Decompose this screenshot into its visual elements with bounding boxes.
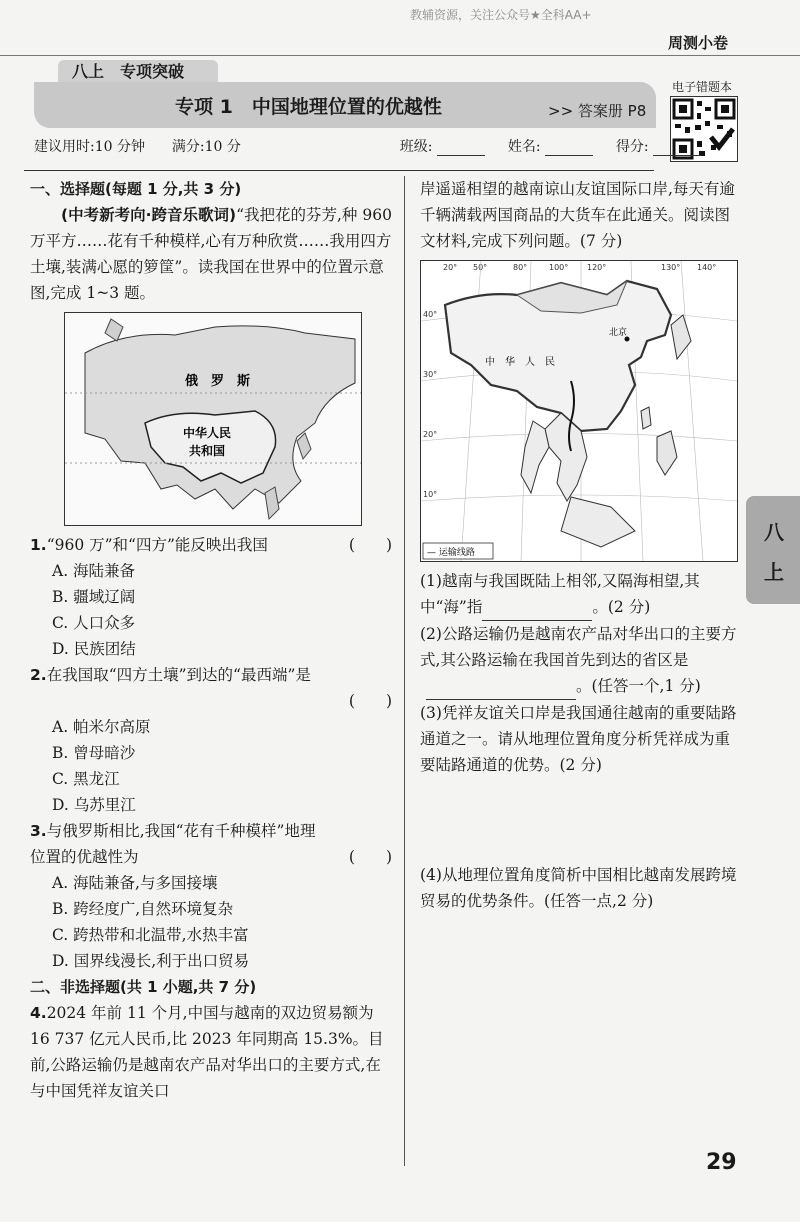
q3-option-c[interactable]: C. 跨热带和北温带,水热丰富: [52, 926, 249, 944]
full-score: 满分:10 分: [171, 139, 241, 155]
q2-option-a[interactable]: A. 帕米尔高原: [52, 718, 151, 736]
subq-3: (3)凭祥友谊关口岸是我国通往越南的重要陆路通道之一。请从地理位置角度分析凭祥成为重要陆路通道的优势。(2 分): [420, 704, 737, 774]
q4-number: 4.: [30, 1004, 47, 1022]
subq-4: (4)从地理位置角度简析中国相比越南发展跨境贸易的优势条件。(任答一点,2 分): [420, 866, 737, 910]
q3-option-a[interactable]: A. 海陆兼备,与多国接壤: [52, 874, 218, 892]
lon-label-5: 120°: [587, 263, 607, 272]
subq-1-blank[interactable]: [482, 594, 592, 621]
q1-stem: “960 万”和“四方”能反映出我国: [46, 536, 268, 554]
q2-option-b[interactable]: B. 曾母暗沙: [52, 744, 136, 762]
class-label: 班级:: [399, 139, 433, 155]
side-tab-char-1: 八: [764, 520, 784, 544]
subq-1-score: 。(2 分): [592, 598, 651, 616]
q3-option-d[interactable]: D. 国界线漫长,利于出口贸易: [52, 952, 250, 970]
q3-stem: 与俄罗斯相比,我国“花有千种模样”地理位置的优越性为: [30, 822, 316, 866]
top-rule: [0, 55, 800, 56]
q2-number: 2.: [30, 666, 47, 684]
world-map-svg: [65, 313, 361, 525]
map-label-china-line2: 共和国: [189, 444, 226, 458]
qr-label: 电子错题本: [671, 80, 732, 94]
left-column: [30, 176, 392, 1104]
q1-option-d[interactable]: D. 民族团结: [52, 640, 136, 658]
lat-label-4: 10°: [423, 490, 438, 499]
page-title: 专项 1 中国地理位置的优越性: [175, 96, 442, 118]
header-divider: [24, 170, 654, 171]
subq-2-blank[interactable]: [426, 673, 576, 700]
lon-label-1: 20°: [443, 263, 458, 272]
q1-option-b[interactable]: B. 疆域辽阔: [52, 588, 136, 606]
watermark-text: 教辅资源，关注公众号★全科AA+: [410, 8, 592, 22]
q2-option-c[interactable]: C. 黑龙江: [52, 770, 120, 788]
series-label: 周测小卷: [668, 34, 729, 52]
subq-2-score: 。(任答一个,1 分): [576, 677, 701, 695]
question-4-text: [30, 1000, 392, 1104]
map-label-china: 中 华 人 民: [485, 357, 555, 368]
section-tab: 八上 专项突破: [58, 60, 218, 84]
name-field[interactable]: [545, 139, 593, 156]
lon-label-2: 50°: [473, 263, 488, 272]
right-column: [420, 176, 745, 914]
suggested-time: 建议用时:10 分钟: [34, 139, 145, 155]
lat-label-1: 40°: [423, 310, 438, 319]
q2-stem: 在我国取“四方土壤”到达的“最西端”是: [46, 666, 311, 684]
q1-option-c[interactable]: C. 人口众多: [52, 614, 136, 632]
answer-reference: >> 答案册 P8: [548, 102, 647, 120]
section-nonchoice-heading: 二、非选择题(共 1 小题,共 7 分): [30, 978, 257, 996]
lon-label-4: 100°: [549, 263, 569, 272]
q3-option-b[interactable]: B. 跨经度广,自然环境复杂: [52, 900, 234, 918]
q1-number: 1.: [30, 536, 47, 554]
class-field[interactable]: [437, 139, 485, 156]
map-label-china-line1: 中华人民: [183, 426, 232, 440]
q1-option-a[interactable]: A. 海陆兼备: [52, 562, 136, 580]
map-label-beijing: 北京: [609, 328, 628, 338]
subq-1-text: (1)越南与我国既陆上相邻,又隔海相望,其中“海”指: [420, 572, 700, 616]
q2-option-d[interactable]: D. 乌苏里江: [52, 796, 136, 814]
side-tab-char-2: 上: [764, 560, 784, 584]
intro-tag: (中考新考向·跨音乐歌词): [61, 206, 237, 224]
page-number: 29: [706, 1150, 737, 1175]
question-1: [30, 532, 392, 662]
lat-label-2: 30°: [423, 370, 438, 379]
subq-2: [420, 621, 745, 700]
china-vietnam-map: [420, 260, 738, 562]
name-label: 姓名:: [507, 139, 541, 155]
map-legend-route: — 运输线路: [427, 548, 475, 558]
q3-answer-paren[interactable]: ( ): [348, 848, 392, 866]
subq-3-answer-area[interactable]: [420, 778, 745, 862]
map-label-russia: 俄 罗 斯: [185, 374, 251, 389]
side-grade-tab: [746, 496, 800, 604]
world-position-map: [64, 312, 362, 526]
meta-line: [34, 136, 701, 156]
lat-label-3: 20°: [423, 430, 438, 439]
q4-text: 2024 年前 11 个月,中国与越南的双边贸易额为 16 737 亿元人民币,比 2023 年同期高 15.3%。目前,公路运输仍是越南农产品对华出口的主要方式,在与中国凭祥友谊关口: [30, 1004, 384, 1100]
intro-paragraph: [30, 202, 392, 306]
q1-answer-paren[interactable]: ( ): [348, 536, 392, 554]
intro-text: “我把花的芬芳,种 960 万平方……花有千种模样,心有万种欣赏……我用四方土壤,装满心愿的箩筐”。读我国在世界中的位置示意图,完成 1~3 题。: [30, 206, 392, 302]
subq-1: [420, 568, 745, 621]
subq-2-text: (2)公路运输仍是越南农产品对华出口的主要方式,其公路运输在我国首先到达的省区是: [420, 625, 737, 669]
lon-label-7: 140°: [697, 263, 717, 272]
china-map-svg: [421, 261, 737, 561]
question-2: [30, 662, 392, 818]
score-label: 得分:: [615, 139, 649, 155]
question-3: [30, 818, 392, 974]
section-choice-heading: 一、选择题(每题 1 分,共 3 分): [30, 180, 242, 198]
q4-continued-text: 岸遥遥相望的越南谅山友谊国际口岸,每天有逾千辆满载两国商品的大货车在此通关。阅读图文材料,完成下列问题。(7 分): [420, 180, 735, 250]
q2-answer-paren[interactable]: ( ): [348, 692, 392, 710]
q3-number: 3.: [30, 822, 47, 840]
column-divider: [404, 176, 405, 1166]
lon-label-6: 130°: [661, 263, 681, 272]
lon-label-3: 80°: [513, 263, 528, 272]
score-field[interactable]: [653, 139, 701, 156]
